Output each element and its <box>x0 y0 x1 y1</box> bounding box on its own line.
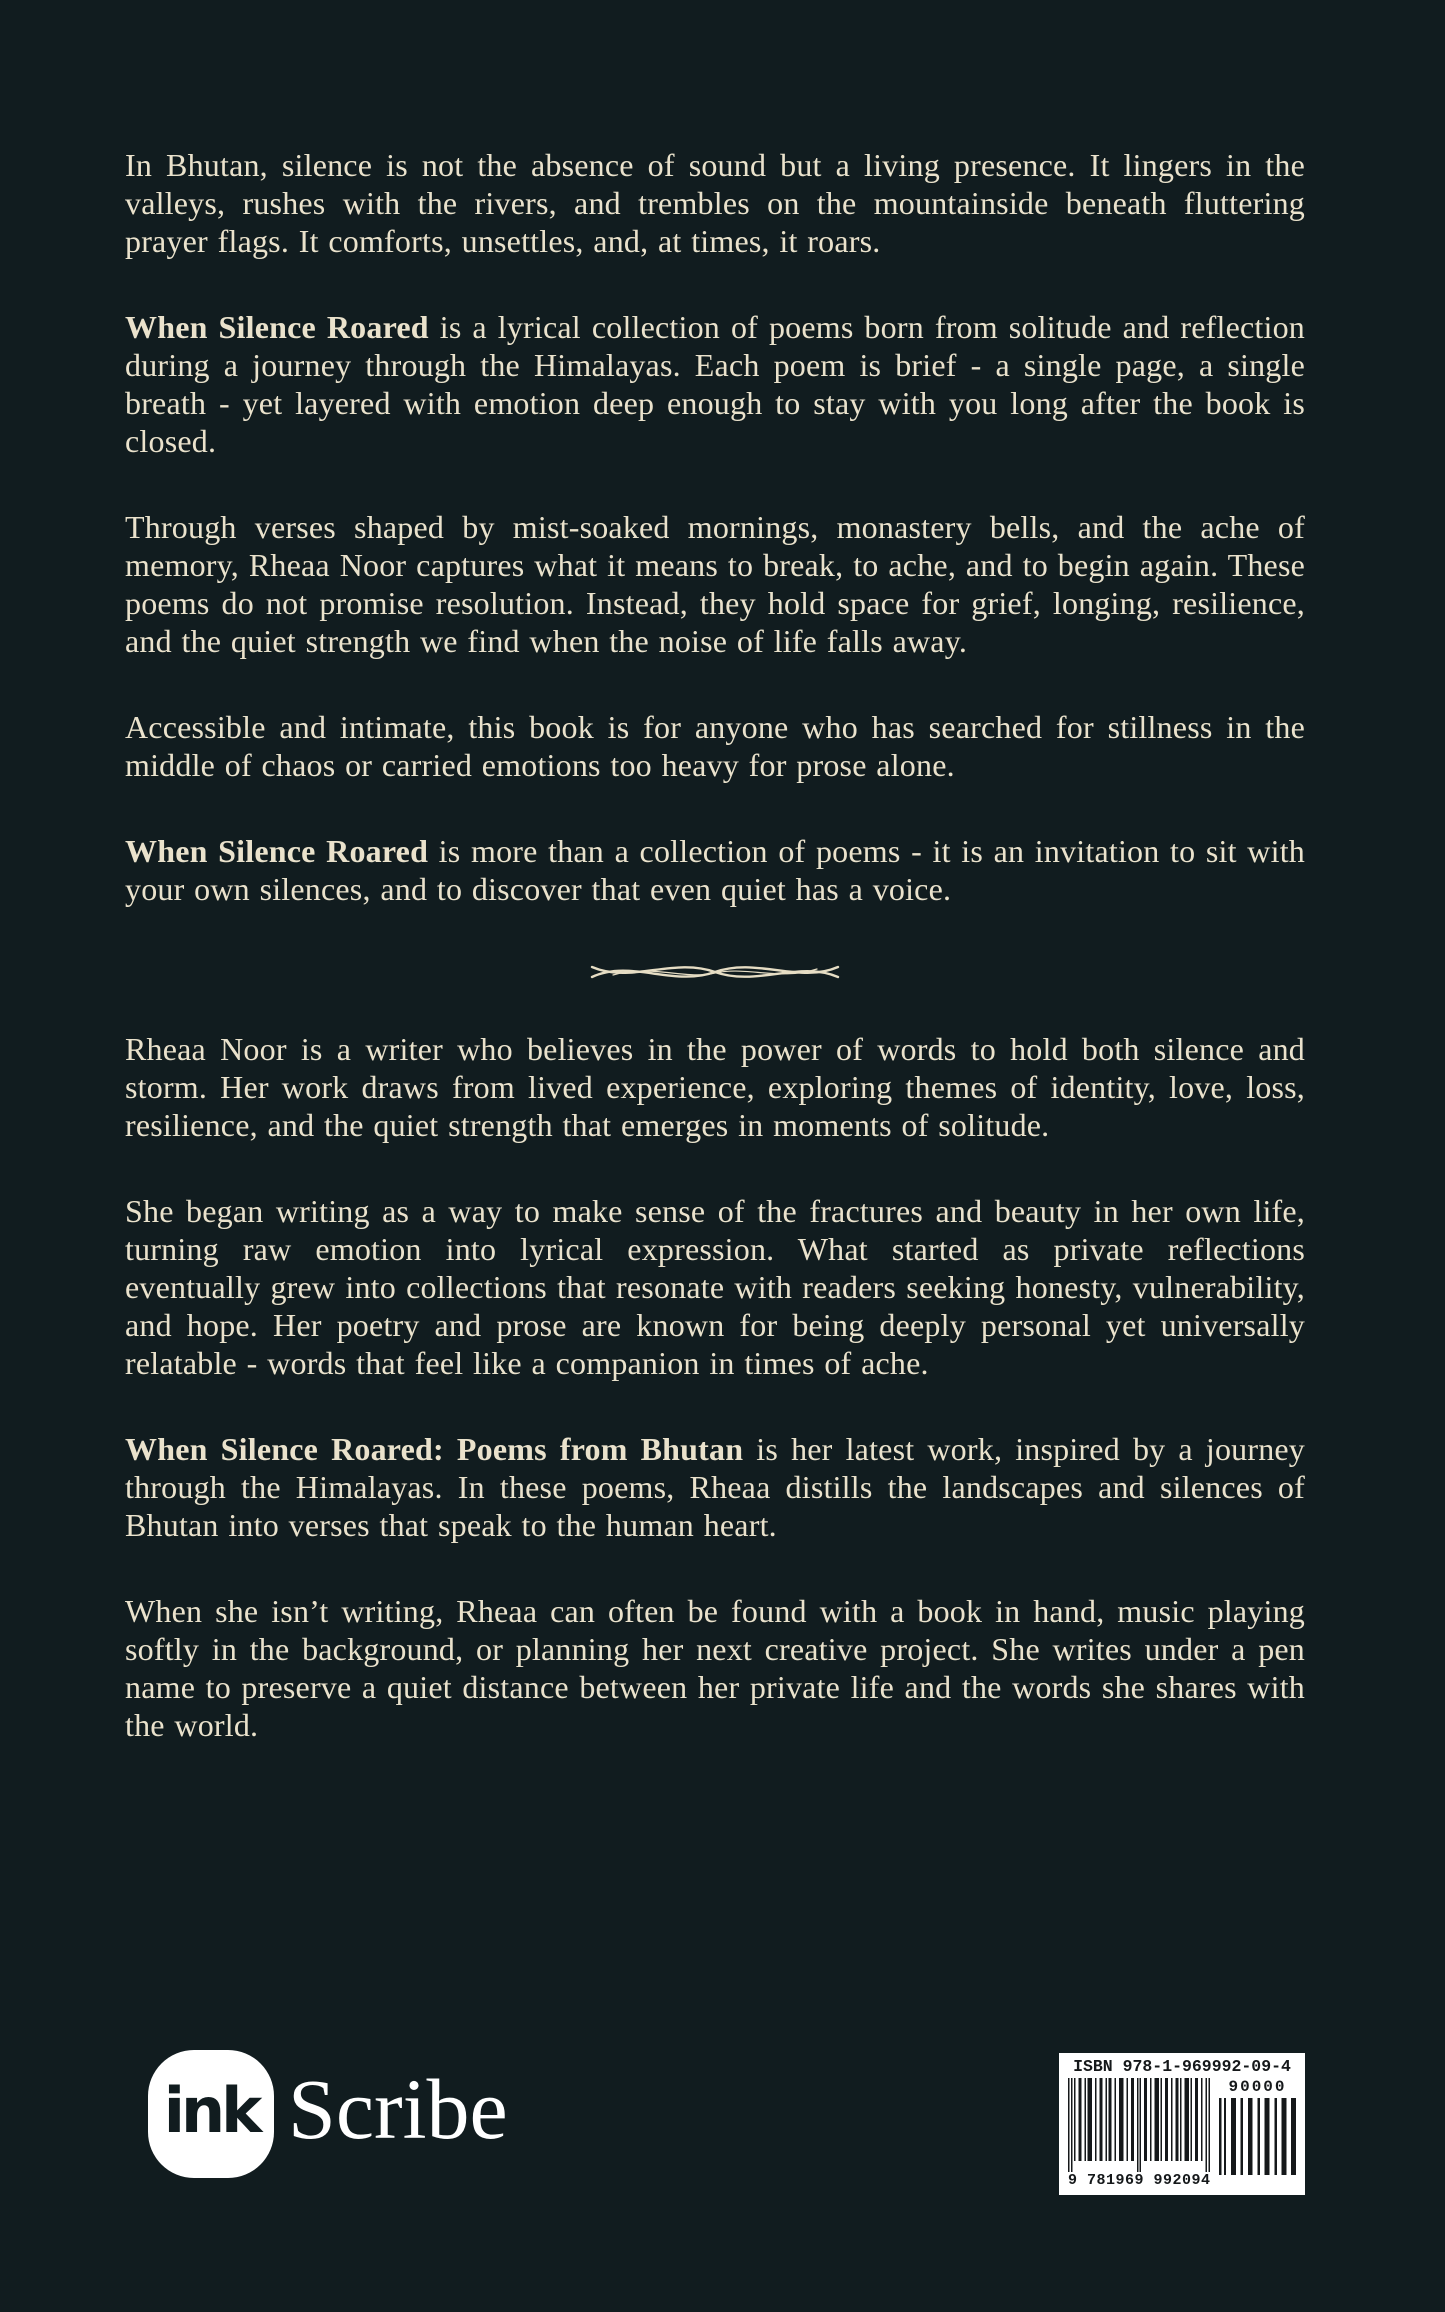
bio-paragraph <box>125 1192 1305 1382</box>
logo-ink-text: ink <box>163 2073 259 2147</box>
paragraph-text: In Bhutan, silence is not the absence of sound but a living presence. It lingers in the valleys, rushes with the rivers, and trembles on the mountainside beneath fluttering prayer flags. It comforts, unsettles, and, at times, it roars. <box>125 147 1305 259</box>
synopsis-paragraph <box>125 832 1305 908</box>
synopsis-paragraph <box>125 146 1305 260</box>
book-title-emphasis: When Silence Roared <box>125 833 429 869</box>
barcode-addon-column <box>1219 2078 1296 2189</box>
bio-paragraph <box>125 1030 1305 1144</box>
barcode-bars-main <box>1068 2078 1210 2172</box>
paragraph-text: is a lyrical collection of poems born from solitude and reflection during a journey through the Himalayas. Each poem is brief - a single page, a single breath - yet layered with emotion deep enough to stay with you long after the book is closed. <box>125 309 1305 459</box>
author-bio-section <box>125 1030 1305 1744</box>
isbn-label: ISBN 978-1-969992-09-4 <box>1073 2057 1291 2076</box>
isbn-barcode <box>1059 2053 1305 2195</box>
paragraph-text: Rheaa Noor is a writer who believes in the power of words to hold both silence and storm. Her work draws from lived experience, exploring themes of identity, love, loss, resilience, and the quiet strength that emerges in moments of solitude. <box>125 1031 1305 1143</box>
paragraph-text: She began writing as a way to make sense of the fractures and beauty in her own life, turning raw emotion into lyrical expression. What started as private reflections eventually grew into collections that resonate with readers seeking honesty, vulnerability, and hope. Her poetry and prose are known for being deeply personal yet universally relatable - words that feel like a companion in times of ache. <box>125 1193 1305 1381</box>
synopsis-paragraph <box>125 308 1305 460</box>
synopsis-paragraph <box>125 508 1305 660</box>
paragraph-text: is more than a collection of poems - it is an invitation to sit with your own silences, and to discover that even quiet has a voice. <box>125 833 1305 907</box>
paragraph-text: When she isn’t writing, Rheaa can often be found with a book in hand, music playing softly in the background, or planning her next creative project. She writes under a pen name to preserve a quiet distance between her private life and the words she shares with the world. <box>125 1593 1305 1743</box>
book-title-emphasis: When Silence Roared: Poems from Bhutan <box>125 1431 744 1467</box>
synopsis-section <box>125 146 1305 908</box>
paragraph-text: is her latest work, inspired by a journey through the Himalayas. In these poems, Rheaa distills the landscapes and silences of Bhutan into verses that speak to the human heart. <box>125 1431 1305 1543</box>
price-addon-code: 90000 <box>1228 2078 1287 2096</box>
swirl-ornament-icon <box>589 956 841 986</box>
paragraph-text: Accessible and intimate, this book is for anyone who has searched for stillness in the middle of chaos or carried emotions too heavy for prose alone. <box>125 709 1305 783</box>
barcode-bars-addon <box>1219 2098 1296 2175</box>
back-cover-text-block <box>125 146 1305 1792</box>
bio-paragraph <box>125 1592 1305 1744</box>
logo-scribe-text: Scribe <box>288 2061 508 2157</box>
publisher-logo <box>148 2050 508 2178</box>
synopsis-paragraph <box>125 708 1305 784</box>
barcode-main-column <box>1068 2078 1210 2189</box>
isbn-digits: 9 781969 992094 <box>1068 2172 1211 2189</box>
bio-paragraph <box>125 1430 1305 1544</box>
barcode-bars-row <box>1068 2078 1296 2189</box>
paragraph-text: Through verses shaped by mist-soaked mornings, monastery bells, and the ache of memory, Rheaa Noor captures what it means to break, to ache, and to begin again. These poems do not promise resolution. Instead, they hold space for grief, longing, resilience, and the quiet strength we find when the noise of life falls away. <box>125 509 1305 659</box>
book-title-emphasis: When Silence Roared <box>125 309 429 345</box>
inkscribe-badge-icon <box>148 2050 274 2178</box>
